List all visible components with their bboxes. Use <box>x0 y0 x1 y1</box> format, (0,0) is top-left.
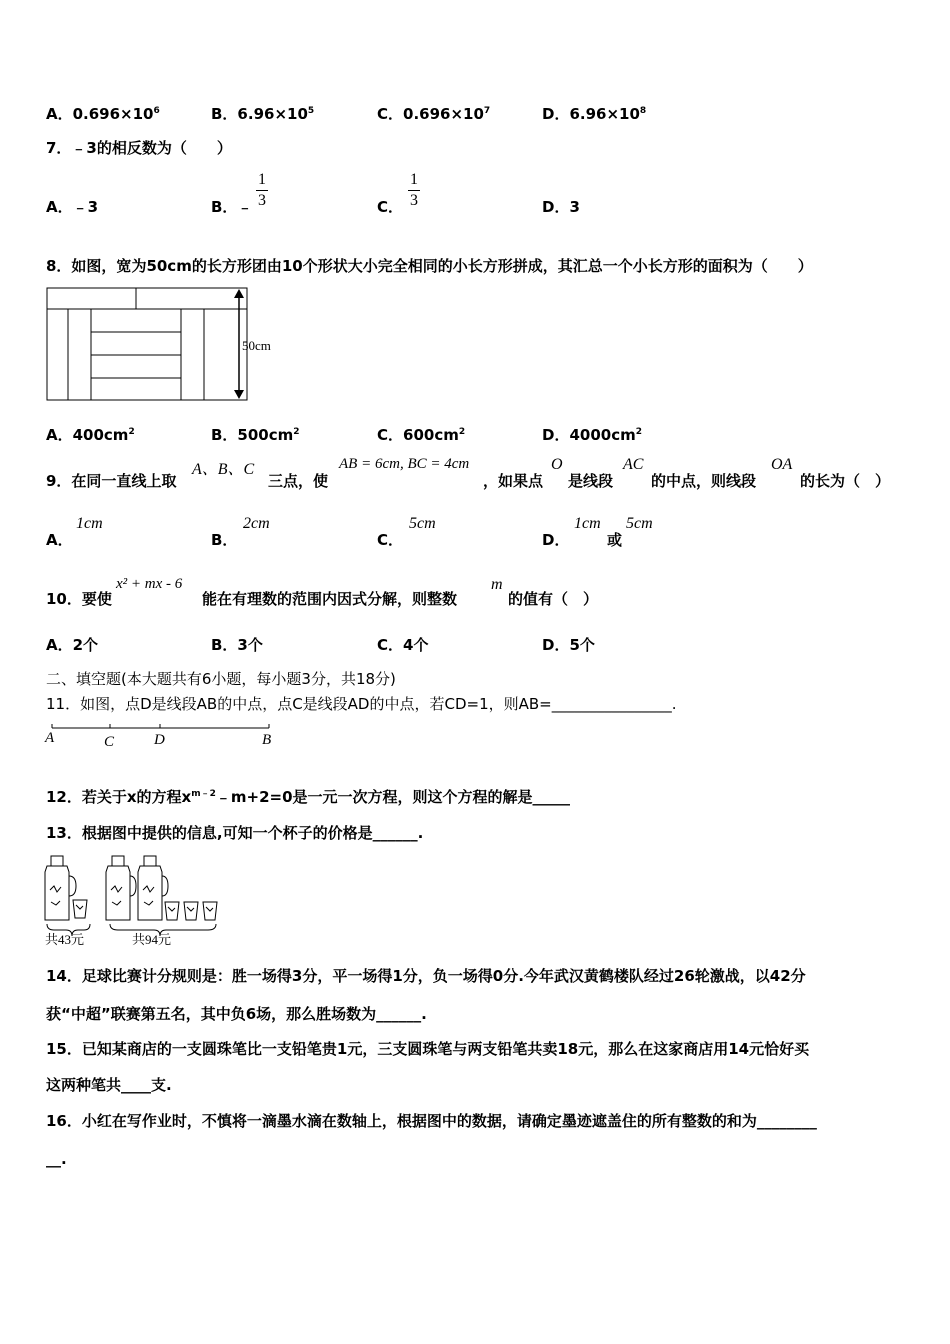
q10-math-m: m <box>491 576 503 593</box>
q8-option-c: C．$600cm^2$ <box>377 426 466 444</box>
q6-option-a: A．$0.696\times 10^6$ <box>46 105 160 123</box>
q11-segment-figure <box>44 722 284 750</box>
q8-width-label: 50cm <box>242 338 271 353</box>
q13-label-2: 共94元 <box>132 932 172 947</box>
q13-thermos-cups-figure <box>44 852 229 947</box>
q9-option-b-value: 2cm <box>243 515 270 532</box>
q9-text-4: 是线段 <box>568 472 614 490</box>
q9-option-d-or: 或 <box>607 531 623 549</box>
q8-option-b: B．$500cm^2$ <box>211 426 300 444</box>
q9-math-points: A、B、C <box>192 461 255 478</box>
q9-option-d-label: D． <box>542 531 570 549</box>
cup-icon <box>165 902 179 920</box>
q15-line-2: 这两种笔共____支. <box>46 1076 172 1094</box>
cup-icon <box>73 900 87 918</box>
q7-option-d: D．3 <box>542 198 580 216</box>
q14-line-1: 14．足球比赛计分规则是：胜一场得3分，平一场得1分，负一场得0分.今年武汉黄鹤楼队经过26轮激战，以42分 <box>46 967 806 985</box>
thermos-icon <box>138 856 168 920</box>
q9-option-a-value: 1cm <box>76 515 103 532</box>
q8-rectangle-figure <box>46 286 286 404</box>
q9-math-lengths: AB = 6cm, BC = 4cm <box>339 456 470 472</box>
q6-option-c: C．$0.696\times 10^7$ <box>377 105 491 123</box>
q9-text-2: 三点，使 <box>268 472 329 490</box>
thermos-icon <box>106 856 136 920</box>
q11-label-b: B <box>262 732 272 748</box>
q10-option-c: C．4个 <box>377 636 429 654</box>
q9-text-6: 的长为（ ） <box>800 472 891 490</box>
q10-option-a: A．2个 <box>46 636 99 654</box>
q16-line-2: __. <box>46 1150 67 1168</box>
cup-icon <box>184 902 198 920</box>
q7-option-b-fraction: 1 3 <box>258 171 266 209</box>
section-2-heading: 二、填空题(本大题共有6小题，每小题3分，共18分) <box>46 670 396 688</box>
q15-line-1: 15．已知某商店的一支圆珠笔比一支铅笔贵1元，三支圆珠笔与两支铅笔共卖18元，那么在这家商店用14元恰好买 <box>46 1040 810 1058</box>
q10-option-b: B．3个 <box>211 636 263 654</box>
q7-stem: 7．﹣3的相反数为（ ） <box>46 139 232 157</box>
cup-icon <box>203 902 217 920</box>
q9-option-c-label: C． <box>377 531 404 549</box>
q10-text-3: 的值有（ ） <box>508 590 599 608</box>
q10-text-2: 能在有理数的范围内因式分解，则整数 <box>202 590 458 608</box>
q11-label-d: D <box>154 732 165 748</box>
q10-text-1: 10．要使 <box>46 590 112 608</box>
q13-stem: 13．根据图中提供的信息,可知一个杯子的价格是______. <box>46 824 424 842</box>
q8-stem: 8．如图，宽为50cm的长方形团由10个形状大小完全相同的小长方形拼成，其汇总一个小长方形的面积为（ ） <box>46 257 813 275</box>
q9-text-5: 的中点，则线段 <box>651 472 757 490</box>
q8-option-d: D．$4000cm^2$ <box>542 426 642 444</box>
q11-stem: 11．如图，点D是线段AB的中点，点C是线段AD的中点，若CD=1，则AB=________________. <box>46 695 677 713</box>
q7-option-c-fraction: 1 3 <box>410 171 418 209</box>
thermos-icon <box>45 856 76 920</box>
q9-option-c-value: 5cm <box>409 515 436 532</box>
q9-math-ac: AC <box>623 456 644 473</box>
q9-math-oa: OA <box>771 456 793 473</box>
q12-stem: 12．若关于x的方程$x^{m﹣2}﹣m+2=0$是一元一次方程，则这个方程的解是_____ <box>46 788 571 806</box>
q9-math-o: O <box>551 456 563 473</box>
q9-option-d-value-2: 5cm <box>626 515 653 532</box>
q7-option-b-label: B．﹣ <box>211 198 253 216</box>
q9-text-3: ，如果点 <box>483 472 544 490</box>
q13-label-1: 共43元 <box>45 932 85 947</box>
q9-option-a-label: A． <box>46 531 73 549</box>
q11-label-a: A <box>45 730 55 746</box>
q10-option-d: D．5个 <box>542 636 595 654</box>
q11-label-c: C <box>104 734 115 750</box>
q8-option-a: A．$400cm^2$ <box>46 426 135 444</box>
q16-line-1: 16．小红在写作业时，不慎将一滴墨水滴在数轴上，根据图中的数据，请确定墨迹遮盖住的所有整数的和为________ <box>46 1112 817 1130</box>
q9-text-1: 9．在同一直线上取 <box>46 472 177 490</box>
q6-option-d: D．$6.96\times 10^8$ <box>542 105 647 123</box>
q9-option-b-label: B． <box>211 531 238 549</box>
q10-expression: x² + mx - 6 <box>116 576 183 592</box>
q7-option-c-label: C． <box>377 198 404 216</box>
q9-option-d-value-1: 1cm <box>574 515 601 532</box>
q7-option-a: A．﹣3 <box>46 198 99 216</box>
q6-option-b: B．$6.96\times 10^5$ <box>211 105 315 123</box>
q14-line-2: 获“中超”联赛第五名，其中负6场，那么胜场数为______. <box>46 1005 427 1023</box>
